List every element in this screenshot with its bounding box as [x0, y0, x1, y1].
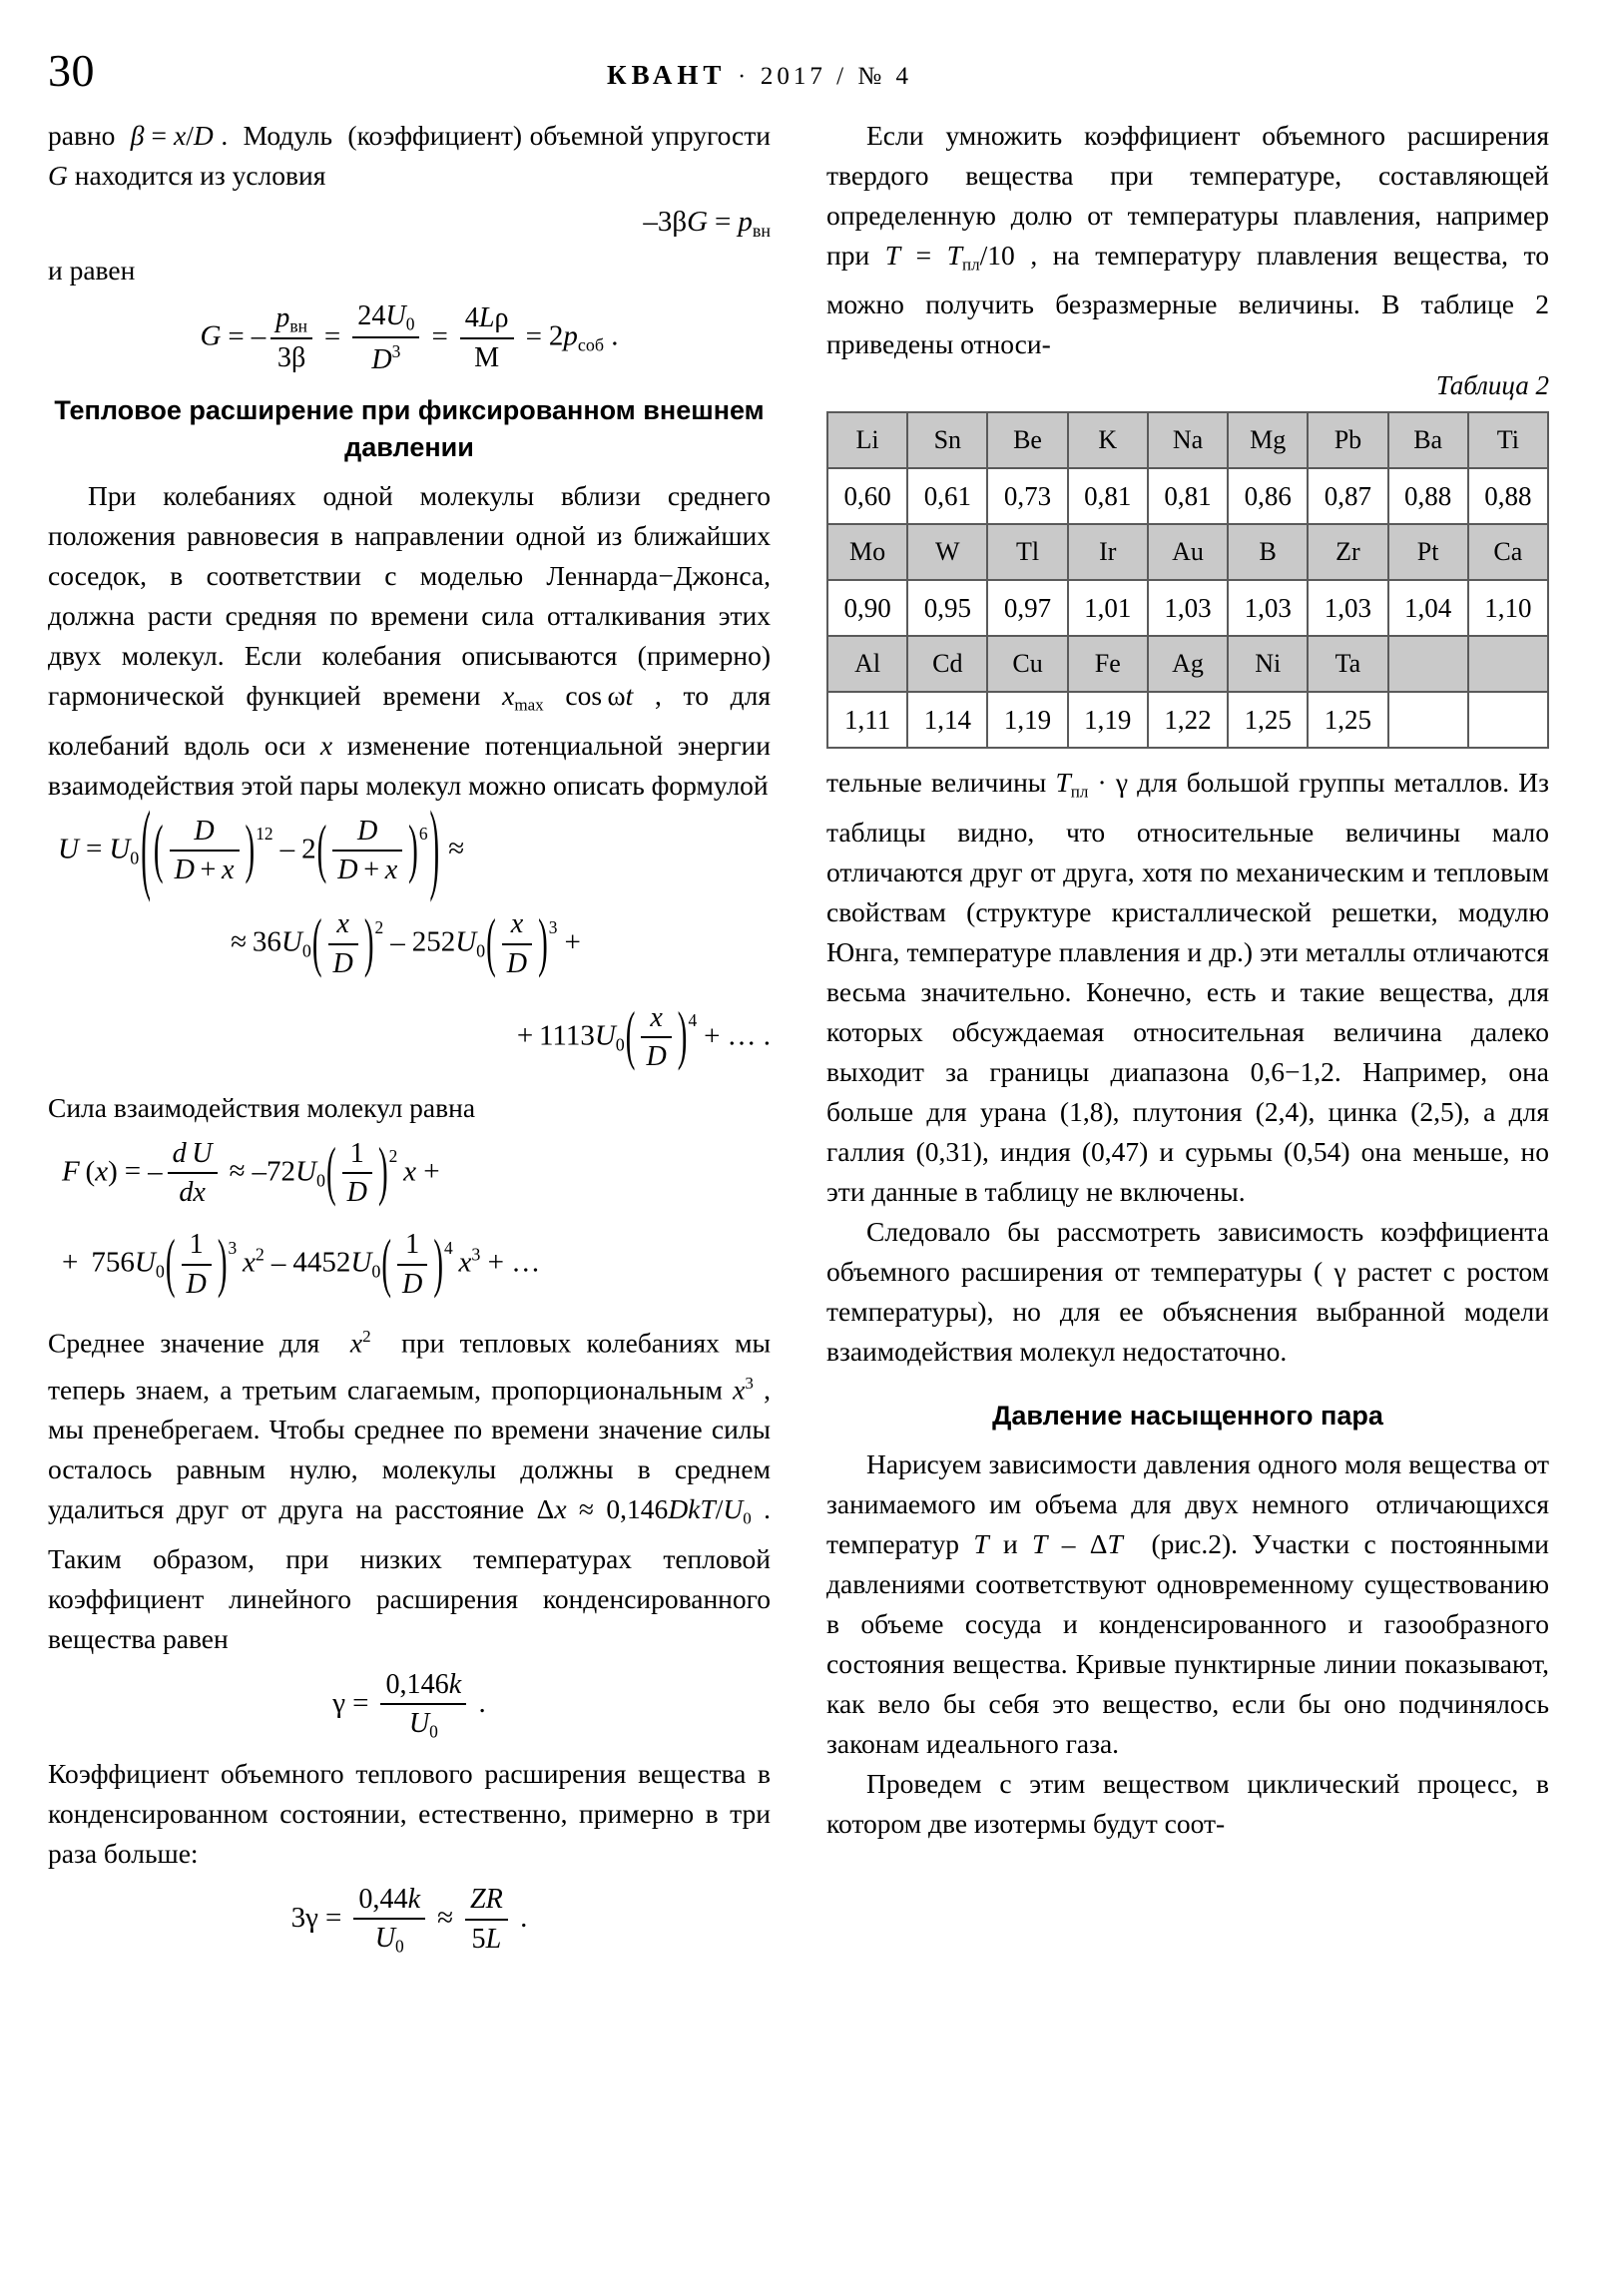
table-cell-value: 0,95 — [907, 580, 987, 636]
table-cell-empty — [1468, 692, 1548, 748]
table-cell-element: Al — [827, 636, 907, 692]
table-cell-value: 0,88 — [1388, 468, 1468, 524]
table-cell-element: Sn — [907, 412, 987, 468]
table-cell-value: 1,03 — [1228, 580, 1308, 636]
table-cell-value: 1,25 — [1308, 692, 1387, 748]
table-cell-element: Mg — [1228, 412, 1308, 468]
table-cell-empty — [1388, 636, 1468, 692]
formula-potential-energy-line2: ≈ $36U_0$( $\frac{x}{D}$ )$2 - 252U_0$( $\frac{x}{D}$ )3 + — [231, 906, 581, 979]
table-cell-element: Mo — [827, 524, 907, 580]
table-cell-element: Be — [987, 412, 1067, 468]
table-cell-element: Ba — [1388, 412, 1468, 468]
two-column-body — [48, 116, 1549, 1967]
paragraph: Нарисуем зависимости давления одного моля вещества от занимаемого им объема для двух немного отличающихся температур T и T – ΔT (рис.2). Участки с постоянными давлениями соответствуют одновременному существованию в объеме сосуда и конденсированного и газообразного состояния вещества. Кривые пунктирные линии показывают, как вело бы себя это вещество, если бы оно подчинялось законам идеального газа. — [826, 1447, 1550, 1759]
table-cell-element: Tl — [987, 524, 1067, 580]
formula-force-line1: F (x) = – $\frac{\text{d U}}{dx}$ ≈ $-72U_0$( $\frac{1}{D}$ )2 x + — [62, 1136, 440, 1209]
table-cell-value: 0,73 — [987, 468, 1067, 524]
table-cell-value: 1,22 — [1148, 692, 1228, 748]
formula-modulus-G: G = – $\frac{p_{вн}}{3\beta}$ = $\frac{24U_0}{D^3}$ = $\frac{4L\rho}{M}$ = $2p_{соб}$ . — [200, 300, 619, 375]
paragraph: Среднее значение для $x^2$ при тепловых колебаниях мы теперь знаем, а третьим слагаемым, пропорциональным $x^3$ , мы пренебрегаем. Чтобы среднее по времени значение силы осталось равным нулю, молекулы должны в среднем удалиться друг от друга на расстояние $\Delta x \approx 0,146DkT/U_0$ . Таким образом, при низких температурах тепловой коэффициент линейного расширения конденсированного вещества равен — [48, 1327, 772, 1654]
table-cell-element: Ir — [1068, 524, 1148, 580]
paragraph: Если умножить коэффициент объемного расширения твердого вещества при температуре, составляющей определенную долю от температуры плавления, например при $T = T_{пл}/10$ , на температуру плавления вещества, то можно получить безразмерные величины. В таблице 2 приведены относи- — [826, 120, 1550, 360]
table-cell-value: 1,03 — [1308, 580, 1387, 636]
table-cell-value: 0,88 — [1468, 468, 1548, 524]
paragraph: равно β = x/D . Модуль (коэффициент) объемной упругости G находится из условия — [48, 120, 771, 191]
table-cell-element: Ca — [1468, 524, 1548, 580]
table-cell-element: Zr — [1308, 524, 1387, 580]
journal-title-line — [607, 60, 912, 91]
table-cell-value: 0,86 — [1228, 468, 1308, 524]
table-cell-value: 0,90 — [827, 580, 907, 636]
table-cell-element: Ti — [1468, 412, 1548, 468]
table-cell-empty — [1468, 636, 1548, 692]
table-row — [827, 468, 1548, 524]
paragraph: При колебаниях одной молекулы вблизи среднего положения равновесия в направлении одной из ближайших соседок, в соответствии с моделью Леннарда−Джонса, должна расти средняя по времени сила отталкивания этих двух молекул. Если колебания описываются (примерно) гармонической функцией времени $x_{max}$ cos ωt , то для колебаний вдоль оси x изменение потенциальной энергии взаимодействия этой пары молекул можно описать формулой — [48, 480, 772, 801]
table-cell-element: Li — [827, 412, 907, 468]
formula-force-line2: + $756U_0$( $\frac{1}{D}$ )3 $x^2 - 4452U_0$( $\frac{1}{D}$ )4 $x^3$ + … — [62, 1227, 541, 1300]
table-cell-value: 1,11 — [827, 692, 907, 748]
table-cell-element: Au — [1148, 524, 1228, 580]
table-relative-values — [826, 411, 1549, 749]
table-cell-element: Ag — [1148, 636, 1228, 692]
table-caption: Таблица 2 — [1435, 370, 1549, 401]
formula-condition: $-3\beta G = p_{вн}$ — [643, 206, 771, 241]
table-cell-value: 1,19 — [987, 692, 1067, 748]
table-cell-element: Pt — [1388, 524, 1468, 580]
table-cell-value: 0,61 — [907, 468, 987, 524]
paragraph: Проведем с этим веществом циклический процесс, в котором две изотермы будут соот- — [826, 1767, 1549, 1839]
table-cell-empty — [1388, 692, 1468, 748]
paragraph: Коэффициент объемного теплового расширения вещества в конденсированном состоянии, естественно, примерно в три раза больше: — [48, 1757, 771, 1869]
table-cell-element: Ni — [1228, 636, 1308, 692]
page-number: 30 — [48, 45, 95, 96]
table-cell-element: Cu — [987, 636, 1067, 692]
table-cell-element: Fe — [1068, 636, 1148, 692]
left-column — [48, 116, 771, 1967]
table-cell-value: 0,87 — [1308, 468, 1387, 524]
table-cell-value: 0,81 — [1068, 468, 1148, 524]
paragraph: Следовало бы рассмотреть зависимость коэффициента объемного расширения от температуры ( γ растет с ростом температуры), но для ее объяснения выбранной модели взаимодействия молекул недостаточно. — [826, 1215, 1549, 1367]
table-cell-value: 1,25 — [1228, 692, 1308, 748]
paragraph: и равен — [48, 255, 136, 287]
table-cell-element: Pb — [1308, 412, 1387, 468]
table-cell-element: K — [1068, 412, 1148, 468]
table-row — [827, 636, 1548, 692]
table-cell-value: 1,03 — [1148, 580, 1228, 636]
table-cell-value: 1,19 — [1068, 692, 1148, 748]
table-cell-value: 1,10 — [1468, 580, 1548, 636]
formula-potential-energy-line3: + $1113U_0$( $\frac{x}{D}$ )4 + … . — [516, 1000, 771, 1073]
formula-potential-energy-line1: $U = U_0$( ( $\frac{D}{D + x}$ )12 – 2( $\frac{D}{D + x}$ )6) ≈ — [58, 793, 465, 905]
journal-issue: 2017 / № 4 — [760, 63, 912, 90]
table-row — [827, 412, 1548, 468]
table-cell-value: 0,97 — [987, 580, 1067, 636]
paragraph: Сила взаимодействия молекул равна — [48, 1091, 476, 1123]
right-column — [826, 116, 1549, 1967]
table-cell-element: Cd — [907, 636, 987, 692]
journal-name: КВАНТ — [607, 60, 727, 90]
table-cell-value: 1,14 — [907, 692, 987, 748]
table-cell-element: W — [907, 524, 987, 580]
table-cell-element: Ta — [1308, 636, 1387, 692]
table-row — [827, 580, 1548, 636]
table-cell-element: B — [1228, 524, 1308, 580]
formula-three-gamma: 3γ = $\frac{0,44k}{U_0}$ ≈ $\frac{ZR}{5L}$ . — [290, 1883, 528, 1957]
section-heading: Давление насыщенного пара — [992, 1400, 1383, 1431]
table-row — [827, 692, 1548, 748]
paragraph: тельные величины $T_{пл} \cdot \gamma$ для большой группы металлов. Из таблицы видно, что относительные величины мало отличаются друг от друга, хотя по механическим и тепловым свойствам (структуре кристаллической решетки, модулю Юнга, температуре плавления и др.) эти металлы отличаются весьма значительно. Конечно, есть и такие вещества, для которых обсуждаемая относительная величина далеко выходит за границы диапазона 0,6−1,2. Например, она больше для урана (1,8), плутония (2,4), цинка (2,5), а для галлия (0,31), индия (0,47) и сурьмы (0,54) она меньше, но эти данные в таблицу не включены. — [826, 767, 1549, 1207]
table-cell-value: 1,01 — [1068, 580, 1148, 636]
table-cell-value: 1,04 — [1388, 580, 1468, 636]
running-head — [48, 40, 1549, 110]
header-separator: · — [738, 64, 750, 90]
table-row — [827, 524, 1548, 580]
table-cell-value: 0,60 — [827, 468, 907, 524]
formula-gamma: γ = $\frac{0,146k}{U_0}$ . — [332, 1668, 486, 1742]
section-heading: Тепловое расширение при фиксированном внешнем давлении — [54, 395, 765, 463]
table-cell-value: 0,81 — [1148, 468, 1228, 524]
table-cell-element: Na — [1148, 412, 1228, 468]
